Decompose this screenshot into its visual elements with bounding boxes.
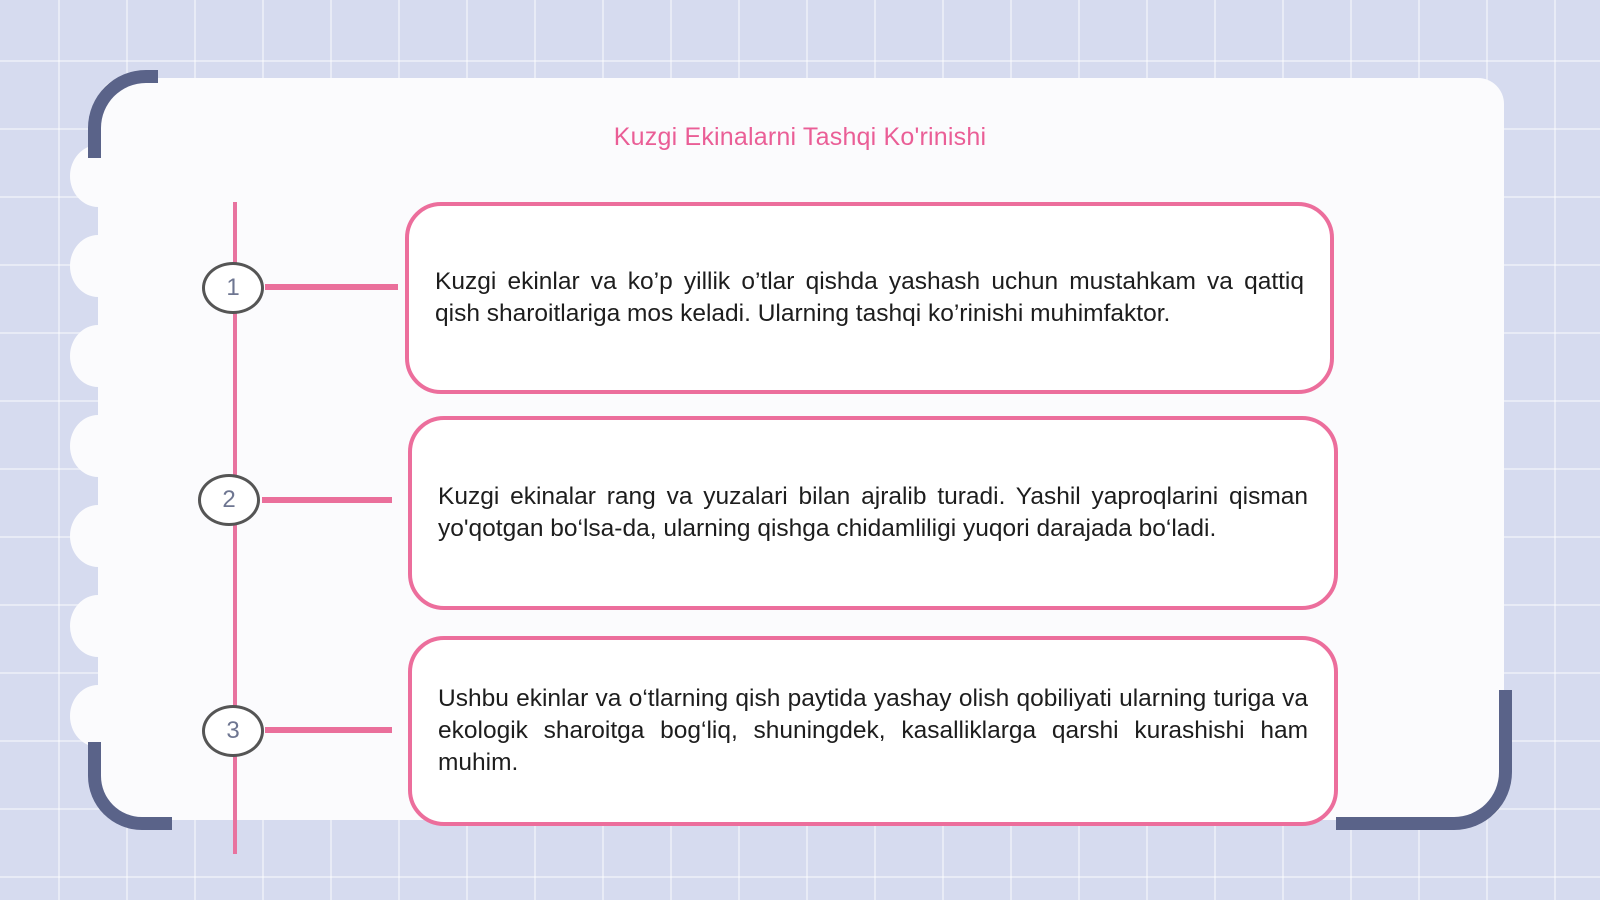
paper-scallop [70, 235, 126, 297]
paper-scallop [70, 685, 126, 747]
timeline-node [202, 262, 264, 314]
timeline-card-text: Kuzgi ekinalar rang va yuzalari bilan ajralib turadi. Yashil yaproqlarini qisman yo'qotgan bo‘lsa-da, ularning qishga chidamliligi yuqori darajada bo‘ladi. [438, 483, 1308, 542]
paper-scallop [70, 415, 126, 477]
timeline-connector [262, 497, 392, 503]
paper-scallop [70, 325, 126, 387]
timeline-card [408, 636, 1338, 826]
timeline-node [202, 705, 264, 757]
timeline-node-number: 2 [222, 486, 236, 513]
corner-bracket-top-left [88, 70, 158, 158]
corner-bracket-bottom-right [1336, 690, 1512, 830]
paper-scallop [70, 595, 126, 657]
timeline-node-number: 3 [226, 717, 240, 744]
paper-scallop [70, 505, 126, 567]
timeline-node-number: 1 [226, 274, 240, 301]
timeline-card-text: Ushbu ekinlar va o‘tlarning qish paytida yashay olish qobiliyati ularning turiga va ekologik sharoitga bog‘liq, shuningdek, kasalliklarga qarshi kurashishi ham muhim. [438, 685, 1308, 776]
timeline-node [198, 474, 260, 526]
timeline-connector [265, 284, 398, 290]
slide-title: Kuzgi Ekinalarni Tashqi Ko'rinishi [613, 123, 987, 151]
timeline-card [408, 416, 1338, 610]
timeline-card [405, 202, 1334, 394]
timeline-connector [265, 727, 392, 733]
timeline-card-text: Kuzgi ekinlar va ko’p yillik o’tlar qishda yashash uchun mustahkam va qattiq qish sharoitlariga mos keladi. Ularning tashqi ko’rinishi muhimfaktor. [435, 268, 1304, 327]
corner-bracket-bottom-left [88, 742, 172, 830]
